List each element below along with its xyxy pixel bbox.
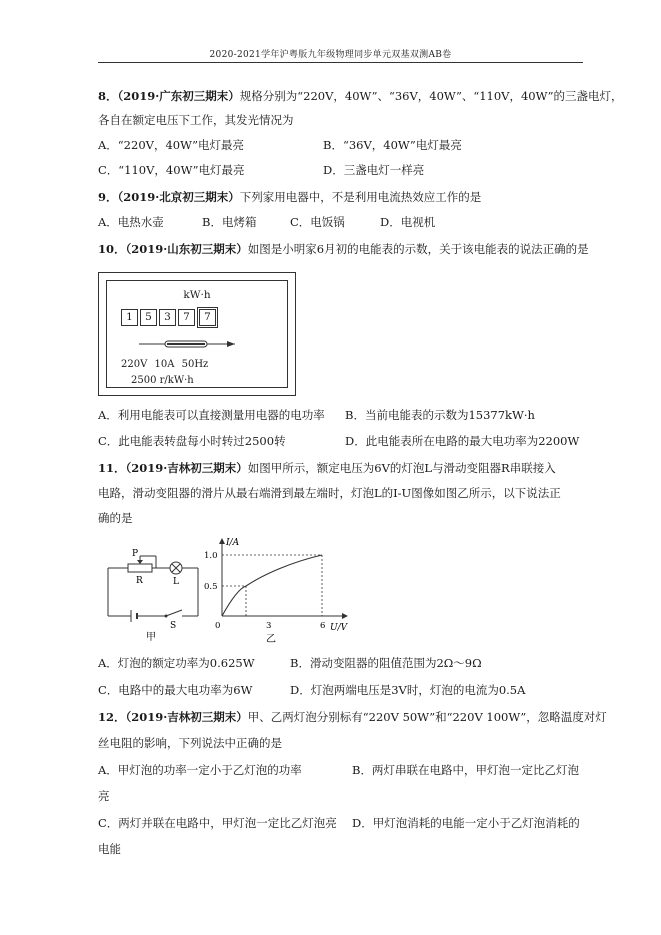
q11-stem-line2: 电路，滑动变阻器的滑片从最右端滑到最左端时，灯泡L的I-U图像如图乙所示，以下说法正 [98, 486, 561, 500]
q8-source: （2019·广东初三期末） [117, 89, 240, 103]
q12-option-d-line2: 电能 [98, 842, 121, 856]
q9-stem-line [98, 189, 481, 205]
q9-source: （2019·北京初三期末） [117, 190, 240, 204]
meter-unit-label: kW·h [183, 289, 211, 301]
x-tick-label: 6 [320, 621, 326, 631]
q12-option-b-line1: B．两灯串联在电路中，甲灯泡一定比乙灯泡 [352, 763, 579, 777]
lamp-label: L [173, 577, 179, 587]
q11-stem-line1 [98, 460, 556, 476]
meter-revolution-label: 2500 r/kW·h [131, 375, 194, 386]
q8-stem: 规格分别为“220V，40W”、“36V，40W”、“110V，40W”的三盏电灯， [239, 89, 623, 103]
q10-option-b: B．当前电能表的示数为15377kW·h [345, 408, 535, 422]
q11-stem-line3: 确的是 [98, 511, 133, 525]
meter-digit: 1 [121, 309, 138, 326]
energy-meter-face [106, 280, 288, 388]
q12-source: （2019·吉林初三期末） [125, 710, 248, 724]
q10-option-a: A．利用电能表可以直接测量用电器的电功率 [98, 408, 325, 422]
q9-option-b: B．电烤箱 [202, 215, 257, 229]
q10-option-c: C．此电能表转盘每小时转过2500转 [98, 434, 286, 448]
meter-rotor-icon [137, 337, 237, 351]
q8-option-c: C．“110V，40W”电灯最亮 [98, 163, 245, 177]
q12-stem: 甲、乙两灯泡分别标有“220V 50W”和“220V 100W”，忽略温度对灯 [247, 710, 607, 724]
q10-number: 10． [98, 242, 126, 256]
page-header: 2020-2021学年沪粤版九年级物理同步单元双基双测AB卷 [209, 50, 452, 60]
q11-source: （2019·吉林初三期末） [125, 461, 248, 475]
switch-label: S [170, 621, 177, 631]
graph-caption: 乙 [266, 634, 276, 645]
rheostat-icon [128, 564, 152, 572]
q12-option-b-line2: 亮 [98, 789, 110, 803]
q8-stem-line1 [98, 88, 623, 104]
meter-digit: 7 [178, 309, 195, 326]
q10-option-d: D．此电能表所在电路的最大电功率为2200W [345, 434, 580, 448]
rheostat-label: R [136, 576, 143, 586]
q11-stem: 如图甲所示，额定电压为6V的灯泡L与滑动变阻器R串联接入 [247, 461, 556, 475]
q12-option-d-line1: D．甲灯泡消耗的电能一定小于乙灯泡消耗的 [352, 816, 580, 830]
circuit-diagram [98, 548, 208, 644]
y-tick-label: 0.5 [204, 582, 218, 592]
q8-option-a: A．“220V，40W”电灯最亮 [98, 138, 244, 152]
x-tick-label: 0 [215, 621, 221, 631]
iu-graph [202, 536, 352, 648]
q12-number: 12． [98, 710, 126, 724]
q8-number: 8． [98, 89, 118, 103]
circuit-caption: 甲 [146, 632, 156, 643]
iu-curve [222, 555, 322, 616]
q11-option-c: C．电路中的最大电功率为6W [98, 683, 253, 697]
meter-decimal-digit: 7 [199, 309, 216, 326]
meter-digit-row [121, 309, 218, 326]
q12-option-c: C．两灯并联在电路中，甲灯泡一定比乙灯泡亮 [98, 816, 337, 830]
q9-stem: 下列家用电器中，不是利用电流热效应工作的是 [239, 190, 482, 204]
q8-option-b: B．“36V，40W”电灯最亮 [323, 138, 462, 152]
switch-icon [166, 610, 182, 616]
meter-spec-label: 220V 10A 50Hz [121, 359, 209, 370]
q8-stem-line2: 各自在额定电压下工作，其发光情况为 [98, 113, 294, 127]
q12-stem-line1 [98, 709, 607, 725]
meter-digit: 5 [140, 309, 157, 326]
header-rule [98, 62, 583, 63]
q12-stem-line2: 丝电阻的影响，下列说法中正确的是 [98, 736, 282, 750]
q8-option-d: D．三盏电灯一样亮 [323, 163, 425, 177]
meter-digit: 3 [159, 309, 176, 326]
q11-number: 11． [98, 461, 126, 475]
q9-number: 9． [98, 190, 118, 204]
q10-source: （2019·山东初三期末） [125, 242, 248, 256]
slider-label: P [132, 549, 139, 559]
x-axis-label: U/V [330, 623, 348, 633]
q12-option-a: A．甲灯泡的功率一定小于乙灯泡的功率 [98, 763, 302, 777]
q9-option-a: A．电热水壶 [98, 215, 164, 229]
q11-option-a: A．灯泡的额定功率为0.625W [98, 656, 255, 670]
q11-option-b: B．滑动变阻器的阻值范围为2Ω～9Ω [290, 656, 482, 670]
q9-option-d: D．电视机 [380, 215, 436, 229]
y-axis-label: I/A [226, 538, 240, 548]
q9-option-c: C．电饭锅 [290, 215, 345, 229]
q11-option-d: D．灯泡两端电压是3V时，灯泡的电流为0.5A [290, 683, 526, 697]
y-tick-label: 1.0 [204, 551, 218, 561]
energy-meter-figure [98, 272, 296, 396]
q10-stem: 如图是小明家6月初的电能表的示数，关于该电能表的说法正确的是 [247, 242, 589, 256]
x-tick-label: 3 [266, 621, 272, 631]
q10-stem-line [98, 241, 589, 257]
